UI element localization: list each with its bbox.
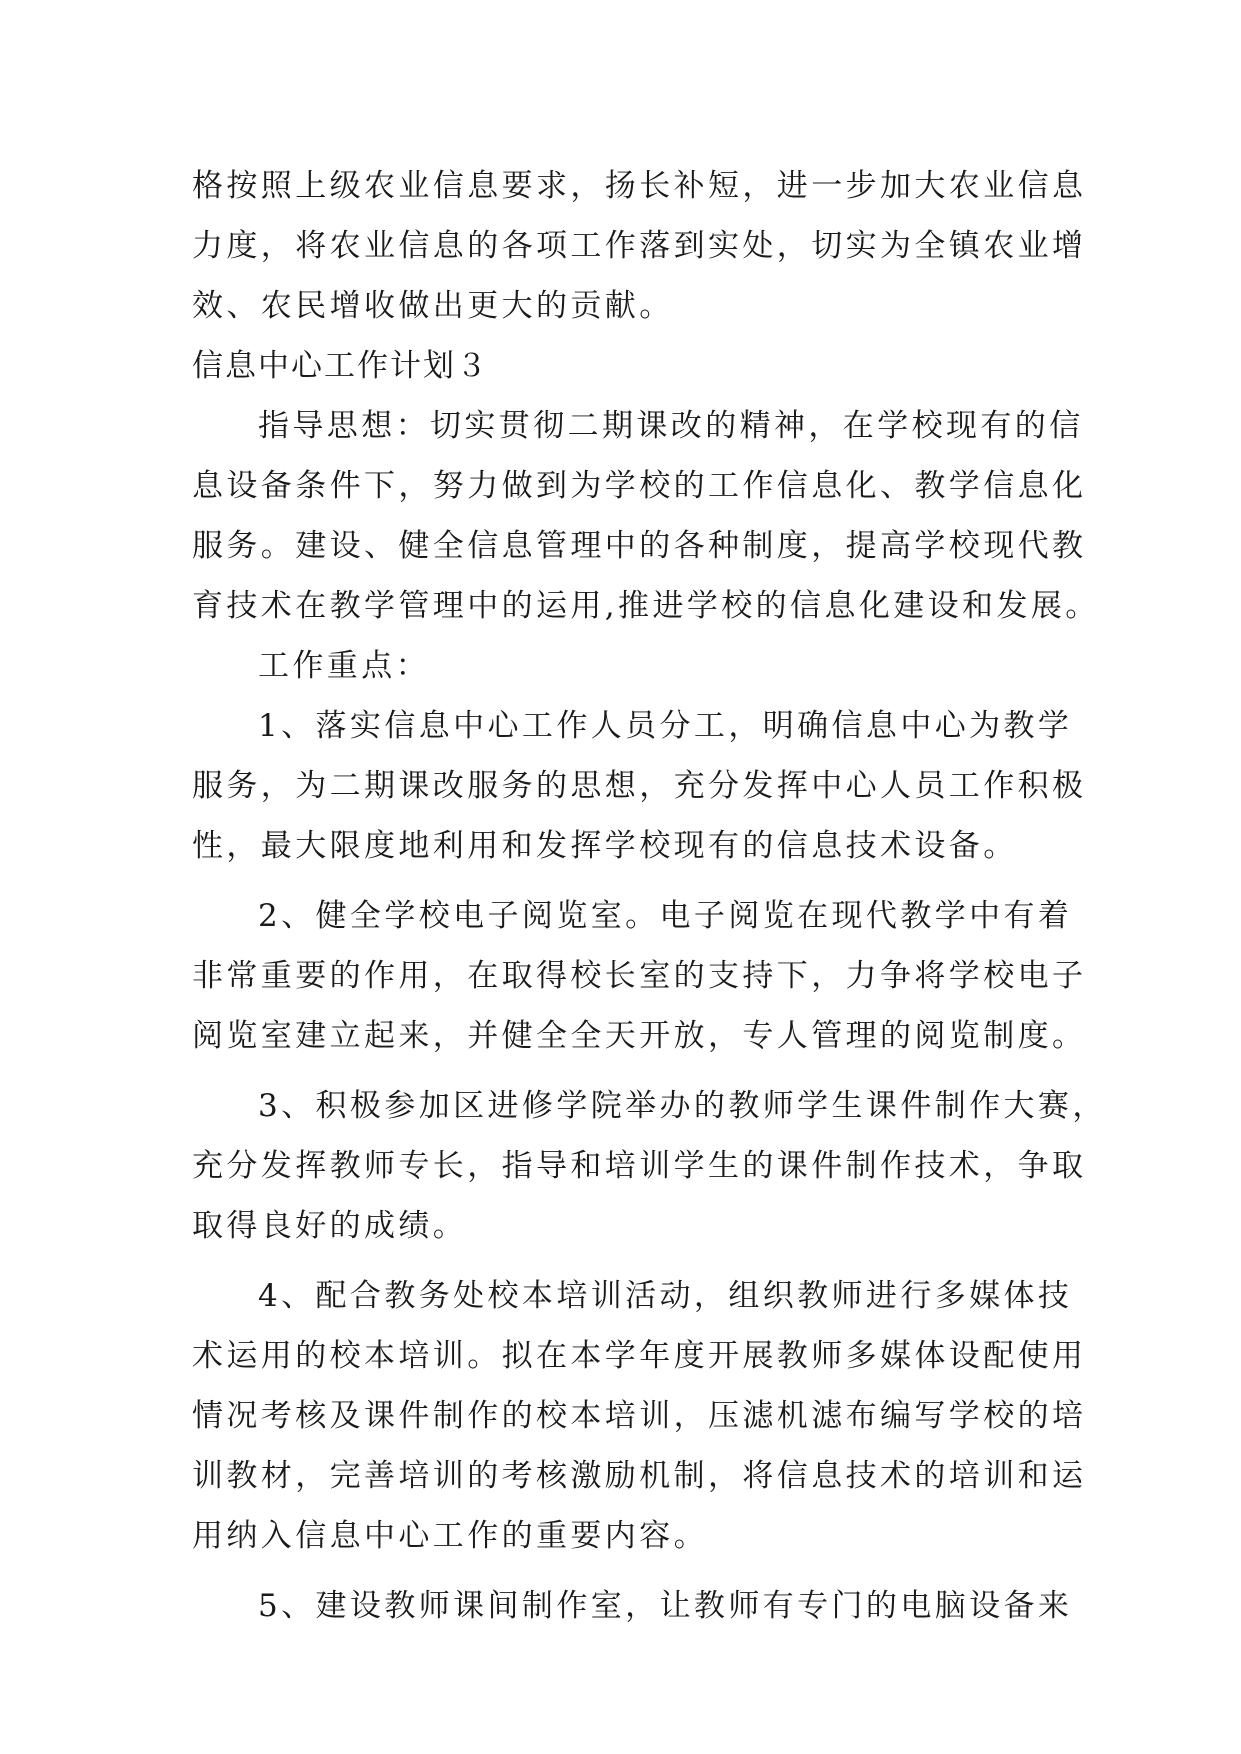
focus-heading: 工作重点： <box>258 648 430 684</box>
text-line: 育技术在教学管理中的运用,推进学校的信息化建设和发展。 <box>192 588 1100 624</box>
text-line: 格按照上级农业信息要求，扬长补短，进一步加大农业信息 <box>192 168 1087 204</box>
paragraph-gap <box>192 876 1054 886</box>
guiding-thought-paragraph <box>192 396 1100 636</box>
text-line: 非常重要的作用，在取得校长室的支持下，力争将学校电子 <box>192 958 1087 994</box>
paragraph-gap <box>192 1256 1054 1266</box>
text-line: 充分发挥教师专长，指导和培训学生的课件制作技术，争取 <box>192 1148 1087 1184</box>
text-line: 3、积极参加区进修学院举办的教师学生课件制作大赛， <box>258 1088 1107 1124</box>
text-line: 阅览室建立起来，并健全全天开放，专人管理的阅览制度。 <box>192 1018 1087 1054</box>
text-line: 术运用的校本培训。拟在本学年度开展教师多媒体设配使用 <box>192 1338 1087 1374</box>
document-body <box>192 156 1107 1636</box>
text-line: 服务，为二期课改服务的思想，充分发挥中心人员工作积极 <box>192 768 1087 804</box>
text-line: 5、建设教师课间制作室，让教师有专门的电脑设备来 <box>258 1588 1073 1624</box>
section-title: 信息中心工作计划３ <box>192 348 489 384</box>
item-1-paragraph <box>192 696 1087 876</box>
text-line: 力度，将农业信息的各项工作落到实处，切实为全镇农业增 <box>192 228 1087 264</box>
text-line: 用纳入信息中心工作的重要内容。 <box>192 1518 708 1554</box>
text-line: 服务。建设、健全信息管理中的各种制度，提高学校现代教 <box>192 528 1087 564</box>
text-line: 1、落实信息中心工作人员分工，明确信息中心为教学 <box>258 708 1073 744</box>
text-line: 指导思想：切实贯彻二期课改的精神，在学校现有的信 <box>258 408 1084 444</box>
item-5-paragraph <box>192 1576 1073 1636</box>
text-line: 性，最大限度地利用和发挥学校现有的信息技术设备。 <box>192 828 1018 864</box>
text-line: 情况考核及课件制作的校本培训，压滤机滤布编写学校的培 <box>192 1398 1087 1434</box>
paragraph-gap <box>192 1066 1054 1076</box>
continuation-paragraph <box>192 156 1087 336</box>
text-line: 4、配合教务处校本培训活动，组织教师进行多媒体技 <box>258 1278 1073 1314</box>
paragraph-gap <box>192 1566 1054 1576</box>
text-line: 息设备条件下，努力做到为学校的工作信息化、教学信息化 <box>192 468 1087 504</box>
text-line: 取得良好的成绩。 <box>192 1208 468 1244</box>
text-line: 训教材，完善培训的考核激励机制，将信息技术的培训和运 <box>192 1458 1087 1494</box>
item-4-paragraph <box>192 1266 1087 1566</box>
text-line: 效、农民增收做出更大的贡献。 <box>192 288 674 324</box>
item-2-paragraph <box>192 886 1087 1066</box>
item-3-paragraph <box>192 1076 1107 1256</box>
text-line: 2、健全学校电子阅览室。电子阅览在现代教学中有着 <box>258 898 1073 934</box>
